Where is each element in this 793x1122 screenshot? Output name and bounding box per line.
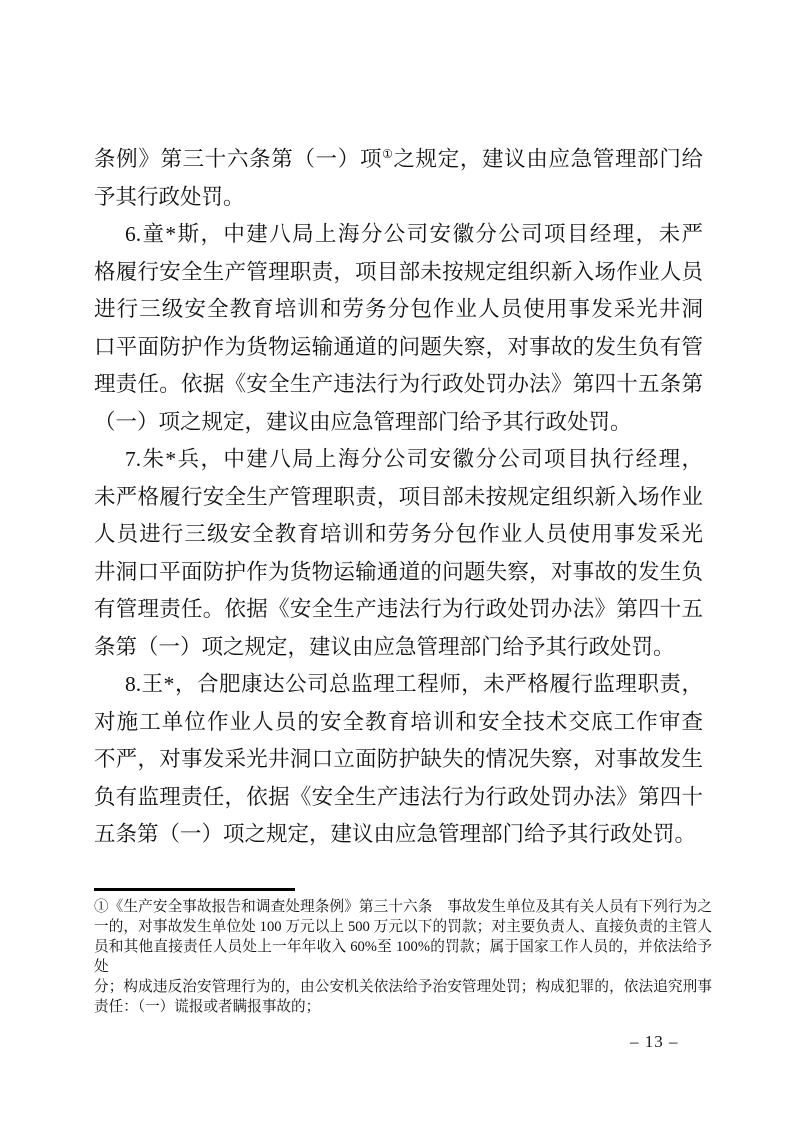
body-line: 不严，对事发采光井洞口立面防护缺失的情况失察，对事故发生 [94, 747, 703, 771]
body-line: 对施工单位作业人员的安全教育培训和安全技术交底工作审查 [94, 709, 703, 734]
body-line: 格履行安全生产管理职责，项目部未按规定组织新入场作业人员 [94, 259, 703, 284]
footnote-line: 一的，对事故发生单位处 100 万元以上 500 万元以下的罚款；对主要负责人、直接负责的主管人 [94, 919, 712, 935]
footnote-separator [94, 888, 295, 891]
body-line: 口平面防护作为货物运输通道的问题失察，对事故的发生负有管 [94, 334, 703, 359]
footnote-line: 分；构成违反治安管理行为的，由公安机关依法给予治安管理处罚；构成犯罪的，依法追究刑事 [94, 979, 712, 995]
body-line: 有管理责任。依据《安全生产违法行为行政处罚办法》第四十五 [94, 597, 703, 621]
body-line: 进行三级安全教育培训和劳务分包作业人员使用事发采光井洞 [94, 297, 703, 321]
document-body [94, 141, 703, 854]
footnote-line: 员和其他直接责任人员处上一年年收入 60%至 100%的罚款；属于国家工作人员的，并依法给予处 [94, 939, 712, 975]
body-line [94, 141, 703, 179]
body-line: 井洞口平面防护作为货物运输通道的问题失察，对事故的发生负 [94, 559, 703, 584]
footnote-line: 责任：（一）谎报或者瞒报事故的； [94, 999, 321, 1015]
body-line: 未严格履行安全生产管理职责，项目部未按规定组织新入场作业 [94, 484, 703, 509]
body-line: 8.王*，合肥康达公司总监理工程师，未严格履行监理职责， [125, 672, 703, 696]
paragraph [94, 666, 703, 854]
body-line: 负有监理责任，依据《安全生产违法行为行政处罚办法》第四十 [94, 784, 703, 809]
body-line: 条第（一）项之规定，建议由应急管理部门给予其行政处罚。 [94, 634, 675, 659]
paragraph [94, 216, 703, 441]
body-line: 7.朱*兵，中建八局上海分公司安徽分公司项目执行经理， [125, 447, 703, 471]
body-line-text: 之规定，建议由应急管理部门给 [393, 147, 703, 171]
body-line: （一）项之规定，建议由应急管理部门给予其行政处罚。 [94, 409, 632, 434]
body-line: 6.童*斯，中建八局上海分公司安徽分公司项目经理，未严 [125, 222, 703, 246]
body-line: 五条第（一）项之规定，建议由应急管理部门给予其行政处罚。 [94, 822, 697, 846]
paragraph [94, 441, 703, 666]
footnote-line: ①《生产安全事故报告和调查处理条例》第三十六条 事故发生单位及其有关人员有下列行为之 [94, 899, 712, 915]
footnote [94, 888, 712, 1017]
body-line-text: 条例》第三十六条第（一）项 [94, 147, 383, 171]
page-number: – 13 – [630, 1032, 679, 1051]
body-line: 理责任。依据《安全生产违法行为行政处罚办法》第四十五条第 [94, 372, 703, 396]
footnote-lines [94, 897, 712, 1017]
body-line: 予其行政处罚。 [94, 184, 245, 209]
body-line: 人员进行三级安全教育培训和劳务分包作业人员使用事发采光 [94, 522, 703, 546]
paragraph [94, 141, 703, 216]
footnote-ref-mark: ① [382, 146, 394, 161]
